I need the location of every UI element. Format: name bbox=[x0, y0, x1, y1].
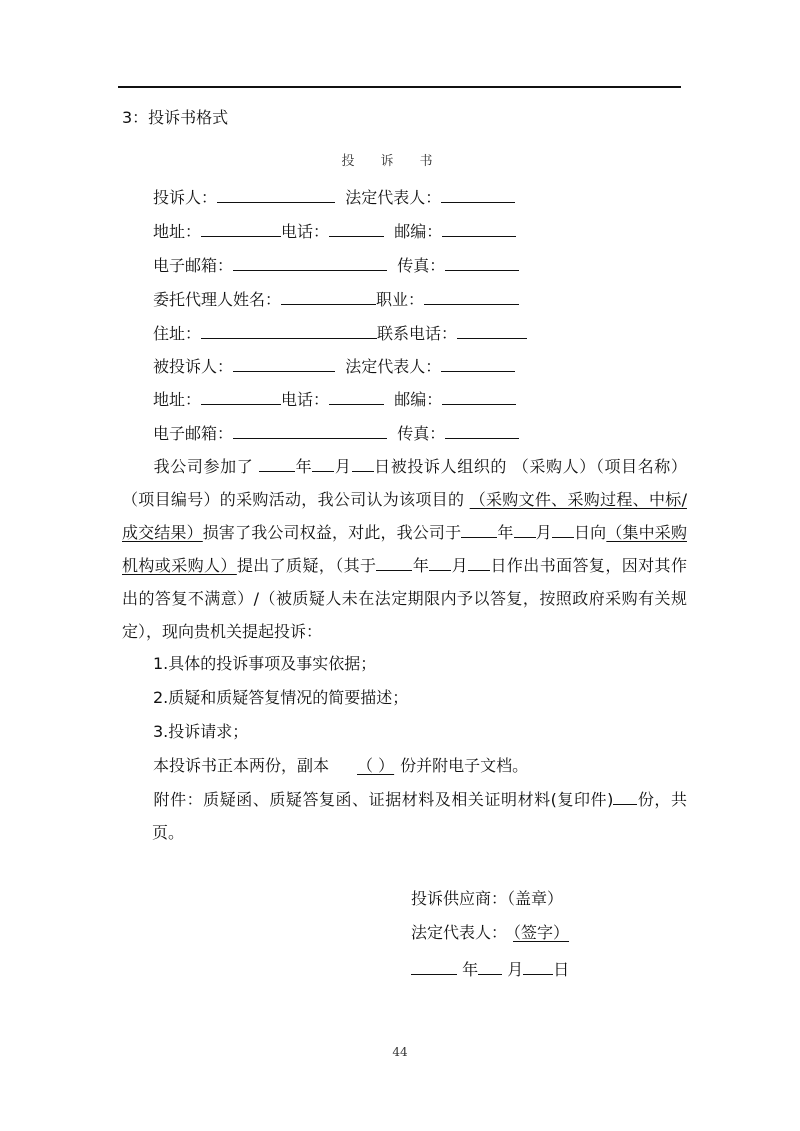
respondent-blank[interactable] bbox=[233, 353, 335, 372]
contact-phone-label: 联系电话： bbox=[377, 324, 458, 343]
r-address-blank[interactable] bbox=[201, 386, 281, 405]
attachment-line: 附件：质疑函、质疑答复函、证据材料及相关证明材料(复印件) 份，共页。 bbox=[122, 783, 687, 849]
agent-contact-line bbox=[153, 320, 527, 346]
complainant-label: 投诉人： bbox=[153, 188, 218, 207]
agent-job-blank[interactable] bbox=[424, 286, 519, 305]
residence-blank[interactable] bbox=[201, 320, 377, 339]
r-address-label: 地址： bbox=[153, 390, 202, 409]
fax-label: 传真： bbox=[397, 256, 446, 275]
section-heading: 3：投诉书格式 bbox=[122, 108, 229, 127]
complainant-email-line bbox=[153, 252, 519, 278]
q-day-blank[interactable] bbox=[552, 519, 574, 538]
r-email-blank[interactable] bbox=[233, 420, 387, 439]
copies-count[interactable]: （ ） bbox=[357, 756, 395, 775]
copies-line: 本投诉书正本两份，副本 （ ） 份并附电子文档。 bbox=[153, 756, 529, 775]
sign-month-blank[interactable] bbox=[478, 956, 502, 975]
complainant-blank[interactable] bbox=[217, 184, 335, 203]
respondent-rep-blank[interactable] bbox=[441, 353, 515, 372]
header-rule bbox=[118, 86, 681, 88]
r-postcode-blank[interactable] bbox=[442, 386, 516, 405]
phone-label: 电话： bbox=[281, 222, 330, 241]
complainant-contact-line bbox=[153, 218, 516, 244]
r-year-blank[interactable] bbox=[376, 552, 412, 571]
q-month-blank[interactable] bbox=[514, 519, 536, 538]
complainant-rep-label: 法定代表人： bbox=[345, 188, 442, 207]
r-email-label: 电子邮箱： bbox=[153, 424, 234, 443]
form-title: 投诉书 bbox=[341, 154, 459, 169]
email-blank[interactable] bbox=[233, 252, 387, 271]
respondent-line bbox=[153, 353, 515, 379]
r-postcode-label: 邮编： bbox=[394, 390, 443, 409]
rep-sign[interactable]: （签字） bbox=[513, 923, 570, 942]
contact-phone-blank[interactable] bbox=[457, 320, 527, 339]
sign-year-blank[interactable] bbox=[411, 956, 457, 975]
month-blank[interactable] bbox=[312, 453, 334, 472]
sign-day-blank[interactable] bbox=[523, 956, 553, 975]
respondent-contact-line bbox=[153, 386, 516, 412]
agent-job-label: 职业： bbox=[376, 290, 425, 309]
attachment-pages-blank[interactable] bbox=[122, 819, 152, 838]
page-number: 44 bbox=[392, 1045, 408, 1059]
day-blank[interactable] bbox=[352, 453, 374, 472]
complainant-line bbox=[153, 184, 515, 210]
r-month-blank[interactable] bbox=[429, 552, 451, 571]
attachment-count-blank[interactable] bbox=[613, 786, 637, 805]
respondent-rep-label: 法定代表人： bbox=[345, 357, 442, 376]
phone-blank[interactable] bbox=[329, 218, 384, 237]
agent-name-blank[interactable] bbox=[281, 286, 376, 305]
postcode-blank[interactable] bbox=[442, 218, 516, 237]
respondent-label: 被投诉人： bbox=[153, 357, 234, 376]
respondent-email-line bbox=[153, 420, 519, 446]
residence-label: 住址： bbox=[153, 324, 202, 343]
date-line: 年 月 日 bbox=[411, 956, 569, 982]
r-fax-label: 传真： bbox=[397, 424, 446, 443]
item-2: 2.质疑和质疑答复情况的简要描述； bbox=[153, 688, 409, 707]
address-label: 地址： bbox=[153, 222, 202, 241]
supplier-seal: 投诉供应商：（盖章） bbox=[411, 889, 564, 908]
q-year-blank[interactable] bbox=[461, 519, 497, 538]
rep-sign-line: 法定代表人： （签字） bbox=[411, 923, 570, 942]
item-3: 3.投诉请求； bbox=[153, 722, 249, 741]
r-fax-blank[interactable] bbox=[445, 420, 519, 439]
email-label: 电子邮箱： bbox=[153, 256, 234, 275]
address-blank[interactable] bbox=[201, 218, 281, 237]
item-1: 1.具体的投诉事项及事实依据； bbox=[153, 654, 377, 673]
complainant-rep-blank[interactable] bbox=[441, 184, 515, 203]
agent-name-label: 委托代理人姓名： bbox=[153, 290, 282, 309]
postcode-label: 邮编： bbox=[394, 222, 443, 241]
r-phone-blank[interactable] bbox=[329, 386, 384, 405]
r-phone-label: 电话： bbox=[281, 390, 330, 409]
year-blank[interactable] bbox=[259, 453, 295, 472]
agent-line bbox=[153, 286, 519, 312]
fax-blank[interactable] bbox=[445, 252, 519, 271]
r-day-blank[interactable] bbox=[468, 552, 490, 571]
complaint-statement: 我公司参加了 年 月 日被投诉人组织的 （采购人）（项目名称）（项目编号）的采购活动，我公司认为该项目的 （采购文件、采购过程、中标/成交结果）损害了我公司权益，对此，我公司于 年 月 日向（集中采购机构或采购人）提出了质疑，（其于 年 月 日作出书面答复，因对其作出的答复不满意）/（被质疑人未在法定期限内予以答复，按照政府采购有关规定），现向贵机关提起投诉： bbox=[122, 450, 687, 648]
